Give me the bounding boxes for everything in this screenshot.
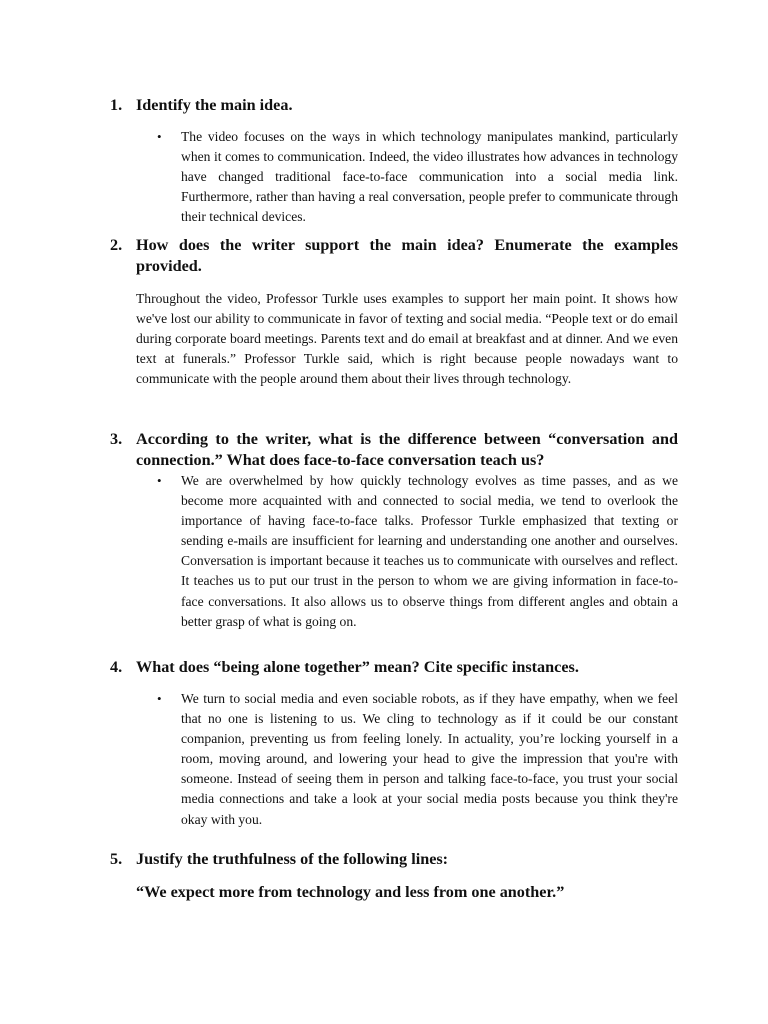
answer-4 xyxy=(157,689,678,830)
bullet-icon: • xyxy=(157,691,162,706)
answer-3 xyxy=(157,471,678,632)
answer-text: We are overwhelmed by how quickly technology evolves as time passes, and as we become more acquainted with and connected to social media, we tend to overlook the importance of having face-to-face talks. Professor Turkle emphasized that texting or sending e-mails are insufficient for learning and understanding one another and ourselves. Conversation is important because it teaches us to communicate with ourselves and reflect. It teaches us to put our trust in the person to whom we are giving information in face-to-face conversations. It also allows us to observe things from different angles and obtain a better grasp of what is going on. xyxy=(181,473,678,629)
question-number: 1. xyxy=(110,96,123,114)
quoted-line: “We expect more from technology and less from one another.” xyxy=(136,883,565,901)
question-text: Identify the main idea. xyxy=(136,96,293,114)
bullet-icon: • xyxy=(157,129,162,144)
question-2 xyxy=(110,235,678,277)
question-text: Justify the truthfulness of the following lines: xyxy=(136,850,449,868)
question-number: 2. xyxy=(110,236,123,254)
answer-2 xyxy=(136,289,678,389)
answer-text: We turn to social media and even sociable robots, as if they have empathy, when we feel that no one is listening to us. We cling to technology as if it could be our constant companion, preventing us from feeling lonely. In actuality, you’re locking yourself in a room, moving around, and lowering your head to give the impression that you're with someone. Instead of seeing them in person and talking face-to-face, you trust your social media connections and take a look at your social media posts because you think they're okay with you. xyxy=(181,691,678,827)
answer-text: The video focuses on the ways in which technology manipulates mankind, particularly when it comes to communication. Indeed, the video illustrates how advances in technology have changed traditional face-to-face communication into a social media link. Furthermore, rather than having a real conversation, people prefer to communicate through their technical devices. xyxy=(181,129,678,225)
question-3 xyxy=(110,429,678,471)
question-5 xyxy=(110,849,678,870)
question-4 xyxy=(110,657,678,678)
question-text: According to the writer, what is the difference between “conversation and connection.” What does face-to-face conversation teach us? xyxy=(136,430,678,469)
answer-text: Throughout the video, Professor Turkle uses examples to support her main point. It shows how we've lost our ability to communicate in favor of texting and social media. “People text or do email during corporate board meetings. Parents text and do email at breakfast and at dinner. And we even text at funerals.” Professor Turkle said, which is right because people nowadays want to communicate with the people around them about their lives through technology. xyxy=(136,291,678,387)
answer-1 xyxy=(157,127,678,227)
question-number: 4. xyxy=(110,658,123,676)
question-number: 3. xyxy=(110,430,123,448)
question-text: How does the writer support the main idea? Enumerate the examples provided. xyxy=(136,236,678,275)
question-1 xyxy=(110,95,678,116)
question-number: 5. xyxy=(110,850,123,868)
question-text: What does “being alone together” mean? Cite specific instances. xyxy=(136,658,579,676)
bullet-icon: • xyxy=(157,473,162,488)
